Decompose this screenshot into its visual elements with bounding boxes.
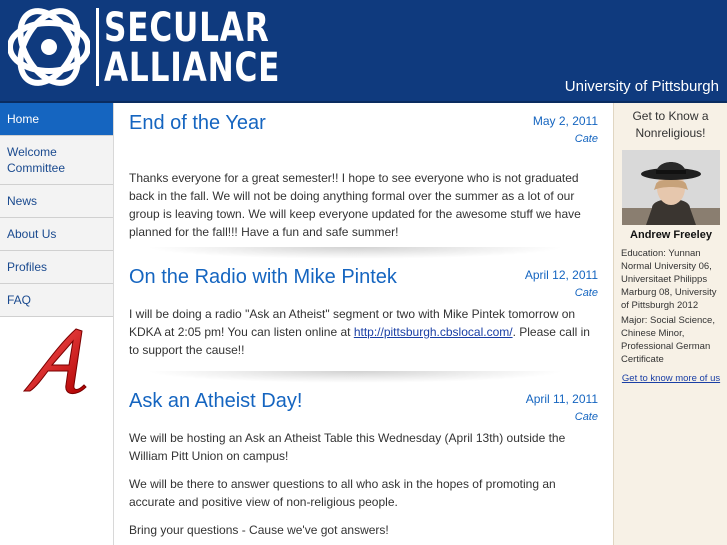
post-separator [145,247,565,259]
post-author[interactable]: Cate [574,411,598,423]
secular-alliance-logo-icon[interactable] [8,6,90,88]
post-title[interactable]: On the Radio with Mike Pintek [129,266,397,288]
post-body [129,305,599,359]
right-sidebar [613,103,727,545]
post-date: April 12, 2011 [524,268,598,282]
post [115,265,612,375]
site-header [0,0,727,103]
nav-item-profiles[interactable]: Profiles [0,251,113,284]
post-title[interactable]: End of the Year [129,112,266,134]
post-text: . Please call in to support the cause!! [129,325,590,357]
left-nav [0,103,114,545]
post-paragraph: Thanks everyone for a great semester!! I hope to see everyone who is not graduated back in the fall. We will not be doing anything formal over the summer as a lot of our group is leaving town. We will keep everyone updated for the awesome stuff we have planned for the fall!!! Have a fun and safe summer! [129,171,581,239]
post [115,111,612,251]
post-date: April 11, 2011 [525,392,598,406]
nav-item-faq[interactable]: FAQ [0,284,113,317]
post-title[interactable]: Ask an Atheist Day! [129,390,303,412]
logo-word-secular[interactable]: SECULAR [104,5,270,51]
post [115,389,612,545]
nav-item-about-us[interactable]: About Us [0,218,113,251]
profile-education: Education: Yunnan Normal University 06, Universitaet Philipps Marburg 08, University of Pittsburgh 2012 [621,248,717,311]
profile-name: Andrew Freeley [630,229,712,241]
post-paragraph: We will be hosting an Ask an Atheist Table this Wednesday (April 13th) outside the William Pitt Union on campus! [129,431,566,463]
main-content [115,103,612,545]
get-to-know-link[interactable]: Get to know more of us [621,373,721,384]
post-author[interactable]: Cate [574,287,598,299]
post-body [129,429,599,539]
post-paragraph: Bring your questions - Cause we've got answers! [129,523,389,537]
nav-item-news[interactable]: News [0,185,113,218]
post-date: May 2, 2011 [532,114,598,128]
sidebar-heading: Get to Know a Nonreligious! [632,109,709,140]
profile-photo-image [622,150,720,225]
logo-divider [96,8,99,86]
logo-word-alliance[interactable]: ALLIANCE [104,45,281,91]
post-paragraph: We will be there to answer questions to all who ask in the hopes of promoting an accurate and positive view of non-religious people. [129,477,556,509]
post-separator [145,371,565,383]
post-author[interactable]: Cate [574,133,598,145]
post-text: I will be doing a radio "Ask an Atheist" segment or two with Mike Pintek tomorrow on KDKA at 2:05 pm! You can listen online at [129,307,576,339]
post-paragraph [129,305,599,359]
nav-item-home[interactable]: Home [0,103,113,136]
kdka-link[interactable]: http://pittsburgh.cbslocal.com/ [353,325,513,339]
university-label: University of Pittsburgh [564,78,719,95]
profile-photo[interactable] [622,150,720,225]
atheist-a-icon [16,325,96,395]
profile-major: Major: Social Science, Chinese Minor, Professional German Certificate [621,315,715,365]
post-body [129,169,599,241]
nav-item-welcome-committee[interactable]: Welcome Committee [0,136,113,185]
